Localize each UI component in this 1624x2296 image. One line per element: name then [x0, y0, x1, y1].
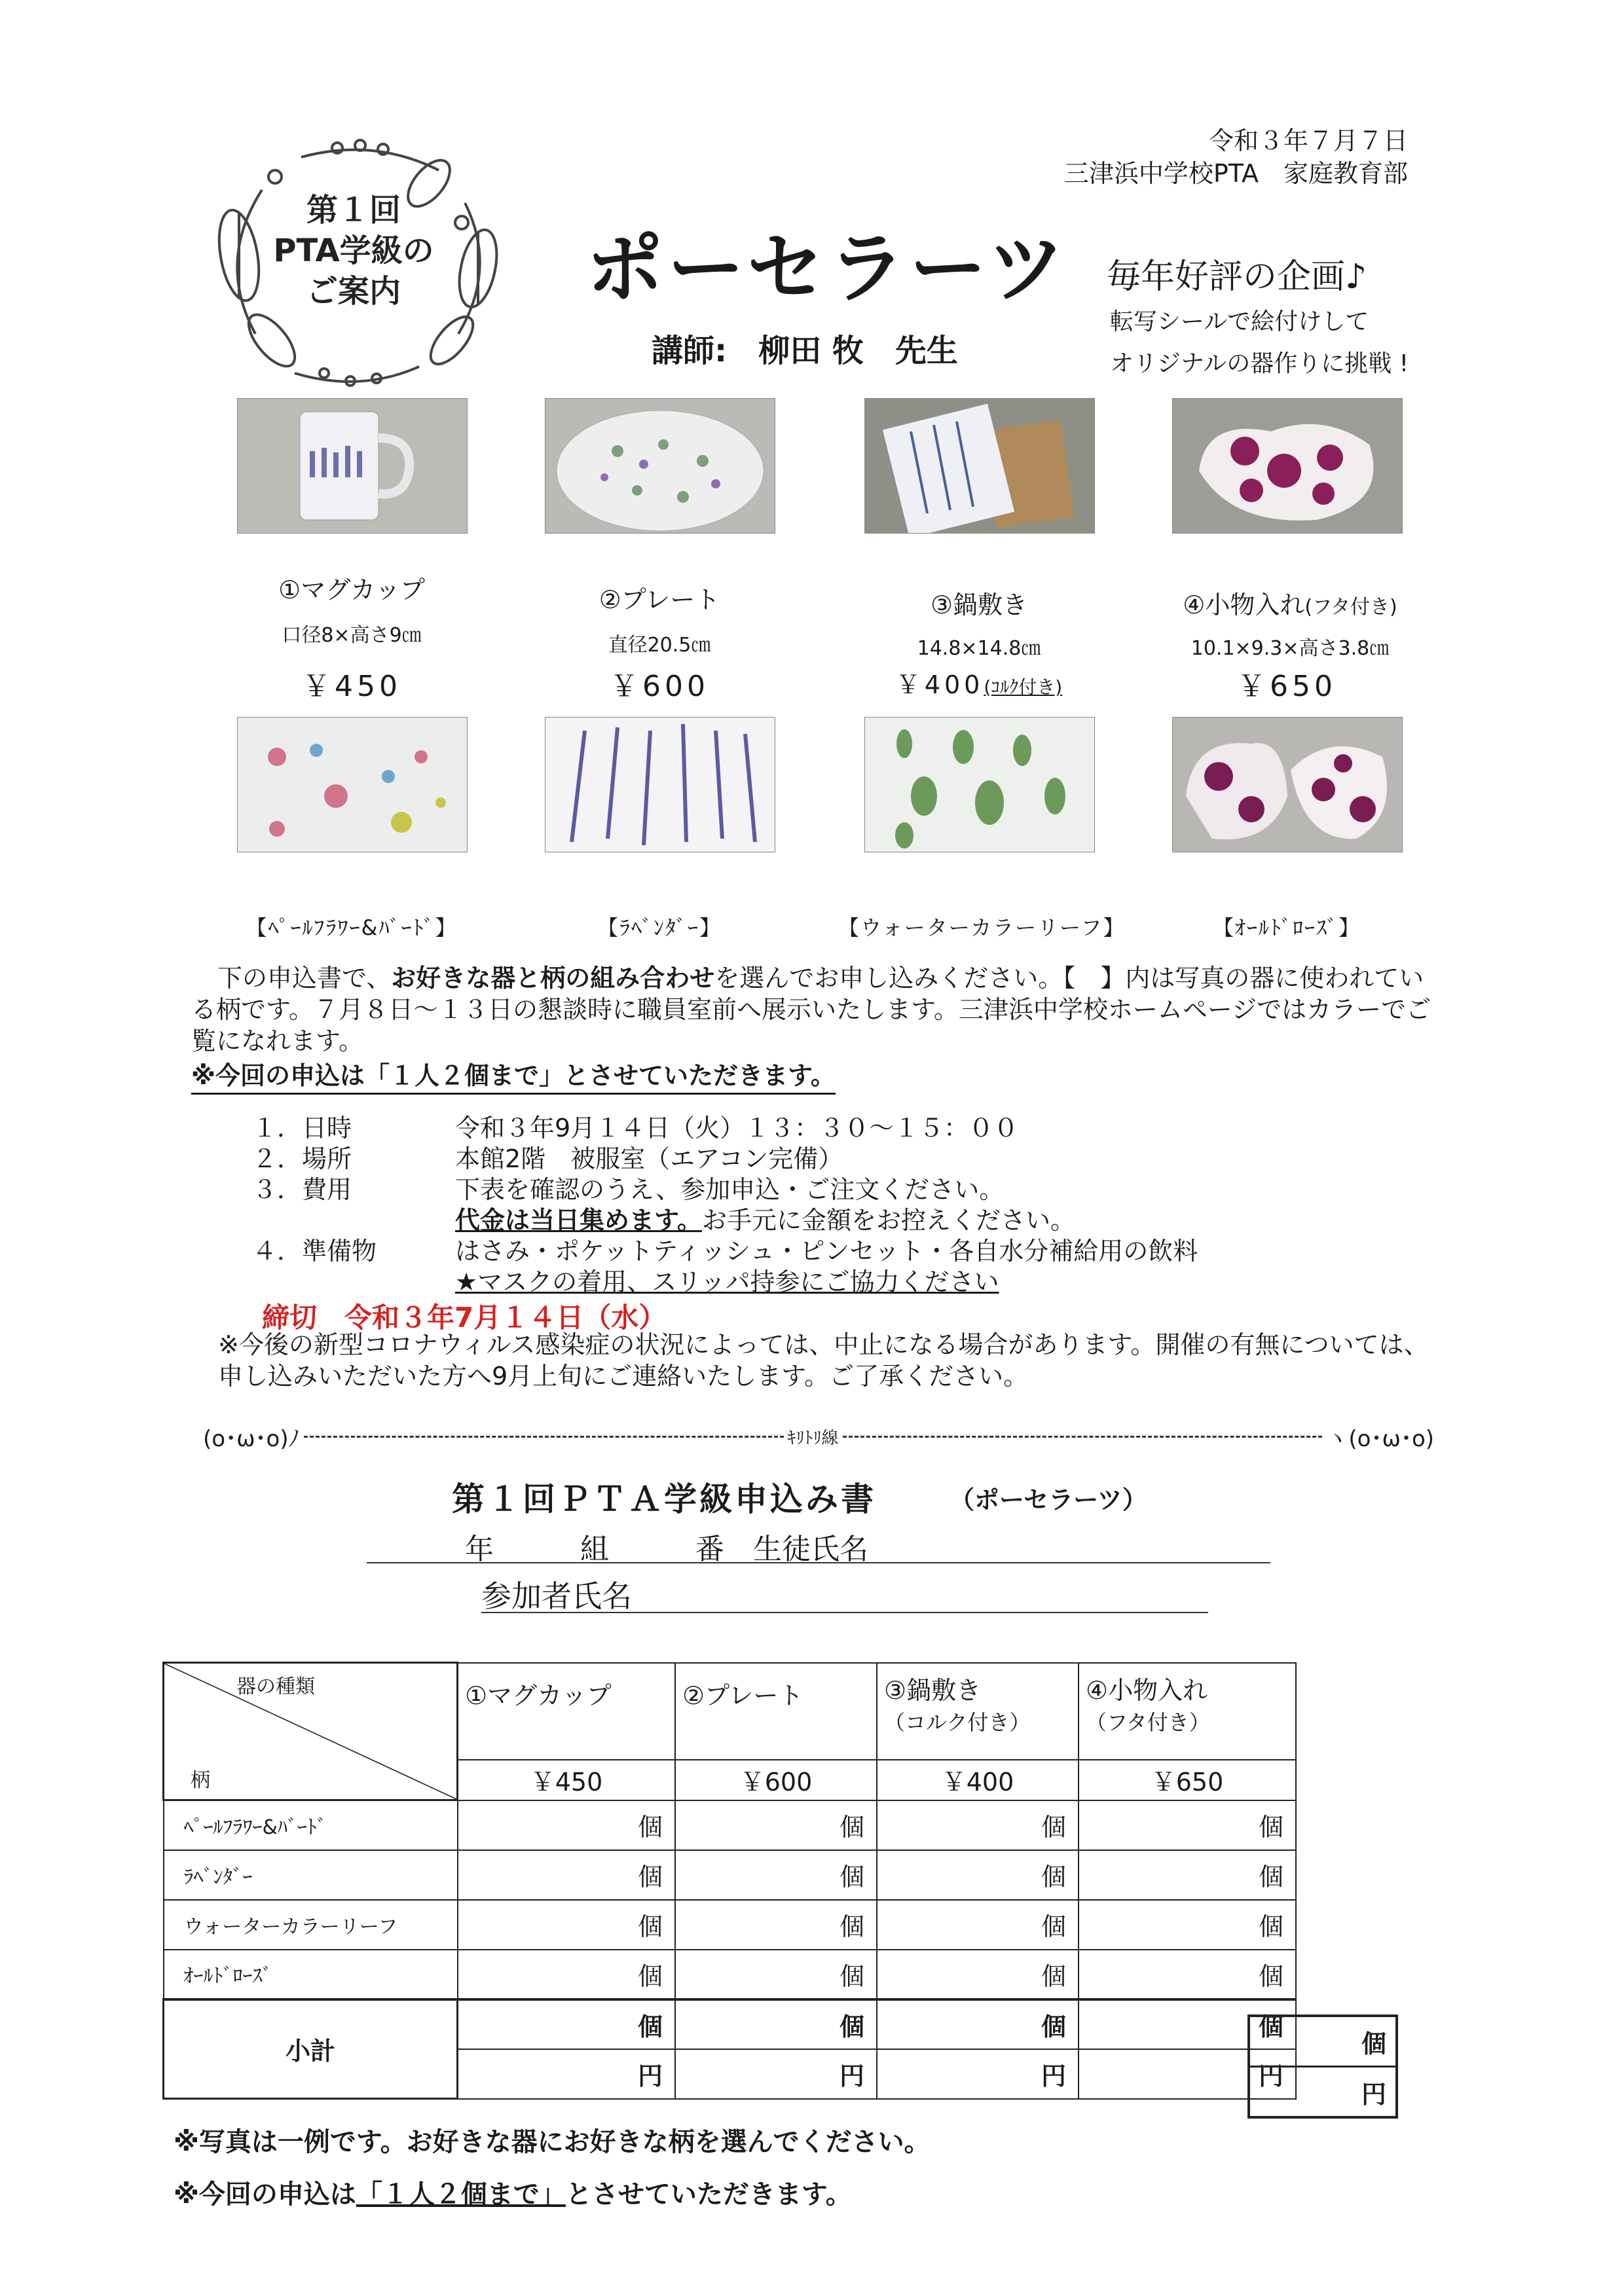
subtotal-yen-cell[interactable]: 円 — [458, 2049, 676, 2099]
detail-row — [252, 1175, 1198, 1205]
item-2-size: 直径20.5㎝ — [608, 634, 711, 657]
col-header-1 — [458, 1663, 676, 1760]
page-title: ポーセラーツ — [586, 223, 1069, 314]
col-header-4-name: ④小物入れ — [1086, 1675, 1208, 1705]
subtotal-count-row — [164, 1999, 1297, 2049]
badge-line-3: ご案内 — [306, 273, 401, 310]
event-details — [252, 1113, 1198, 1298]
qty-cell[interactable]: 個 — [458, 1800, 676, 1850]
box-photo — [1172, 398, 1403, 534]
col-header-4-note: （フタ付き） — [1086, 1709, 1210, 1735]
item-2-price: ￥600 — [610, 670, 709, 703]
tagline-sub-1: 転写シールで絵付けして — [1110, 308, 1369, 335]
intro-paragraph — [191, 962, 1442, 1057]
row-label: ウォーターカラーリーフ — [164, 1900, 458, 1950]
subtotal-yen-cell[interactable]: 円 — [675, 2049, 877, 2099]
qty-cell[interactable]: 個 — [458, 1900, 676, 1950]
item-3-price-wrap — [858, 665, 1100, 701]
subtotal-count-cell[interactable]: 個 — [877, 1999, 1079, 2049]
detail-value: はさみ・ポケットティッシュ・ピンセット・各自水分補給用の飲料 — [455, 1237, 1198, 1266]
item-3-price: ￥400 — [895, 670, 984, 699]
pattern-lavender-photo — [545, 717, 775, 852]
pattern-3-label: 【ウォーターカラーリーフ】 — [838, 915, 1126, 940]
plate-photo — [545, 398, 775, 534]
item-3-name: ③鍋敷き — [930, 591, 1028, 619]
price-cell: ￥600 — [675, 1760, 877, 1800]
qty-cell[interactable]: 個 — [1079, 1900, 1296, 1950]
form-title: 第１回ＰＴＡ学級申込み書 — [452, 1480, 876, 1518]
row-label: ﾍﾟｰﾙﾌﾗﾜｰ&ﾊﾞｰﾄﾞ — [164, 1800, 458, 1850]
qty-cell[interactable]: 個 — [1079, 1850, 1296, 1900]
item-3-size: 14.8×14.8㎝ — [917, 637, 1041, 660]
col-header-3-name: ③鍋敷き — [884, 1675, 982, 1705]
detail-row — [252, 1144, 1198, 1175]
subtotal-count-cell[interactable]: 個 — [458, 1999, 676, 2049]
event-badge — [259, 190, 449, 312]
table-row — [164, 1900, 1297, 1950]
qty-cell[interactable]: 個 — [675, 1800, 877, 1850]
mug-photo — [237, 398, 468, 534]
qty-cell[interactable]: 個 — [675, 1850, 877, 1900]
qty-cell[interactable]: 個 — [675, 1900, 877, 1950]
qty-cell[interactable]: 個 — [877, 1950, 1079, 1999]
subtotal-yen-cell[interactable]: 円 — [877, 2049, 1079, 2099]
intro-part-2: を選んでお申し込みください。【 】内は写真の器に使われている柄です。７月８日～１３日の懇談時に職員室前へ展示いたします。三津浜中学校ホームページではカラーでご覧になれます。 — [191, 964, 1431, 1055]
form-subtitle: （ポーセラーツ） — [950, 1485, 1147, 1514]
pattern-pale-flower-photo — [237, 717, 468, 852]
cut-line-right: ヽ(o･ω･o) — [1326, 1426, 1435, 1452]
col-header-4 — [1079, 1663, 1296, 1760]
footer-note-1: ※写真は一例です。お好きな器にお好きな柄を選んでください。 — [174, 2127, 931, 2157]
detail-key: ４．準備物 — [252, 1237, 377, 1266]
corner-top-label: 器の種類 — [236, 1675, 315, 1698]
deadline: 締切 令和３年7月１４日（水） — [262, 1302, 667, 1334]
qty-cell[interactable]: 個 — [1079, 1800, 1296, 1850]
footer-note-2 — [174, 2174, 852, 2211]
col-header-3-note: （コルク付き） — [884, 1709, 1031, 1735]
pattern-old-rose-photo — [1172, 717, 1403, 852]
col-header-2 — [675, 1663, 877, 1760]
participant-name-label: 参加者氏名 — [481, 1578, 632, 1614]
detail-row — [252, 1113, 1198, 1144]
payment-emphasis: 代金は当日集めます。 — [455, 1206, 702, 1235]
detail-row — [252, 1267, 1198, 1298]
price-cell: ￥650 — [1079, 1760, 1296, 1800]
cut-line — [203, 1421, 1434, 1453]
detail-key: ３．費用 — [252, 1175, 352, 1204]
item-1-name: ①マグカップ — [278, 575, 425, 604]
item-4-price: ￥650 — [1237, 670, 1337, 703]
payment-note: お手元に金額をお控えください。 — [701, 1206, 1075, 1235]
pattern-watercolor-leaf-photo — [864, 717, 1095, 852]
col-header-2-name: ②プレート — [682, 1681, 803, 1710]
item-4-name: ④小物入れ — [1183, 591, 1305, 619]
trivet-photo — [864, 398, 1095, 534]
dash-line — [304, 1436, 784, 1438]
col-header-3 — [877, 1663, 1079, 1760]
detail-key: ２．場所 — [252, 1144, 352, 1173]
pattern-2-label: 【ﾗﾍﾞﾝﾀﾞｰ】 — [597, 915, 722, 940]
row-label: ｵｰﾙﾄﾞﾛｰｽﾞ — [164, 1950, 458, 1999]
limit-notice: ※今回の申込は「１人２個まで」とさせていただきます。 — [191, 1055, 836, 1095]
price-cell: ￥400 — [877, 1760, 1079, 1800]
tagline-sub — [1110, 301, 1409, 385]
qty-cell[interactable]: 個 — [877, 1800, 1079, 1850]
item-4-name-note: (フタ付き) — [1304, 596, 1397, 619]
intro-part-1: 下の申込書で、 — [217, 964, 392, 993]
intro-emphasis: お好きな器と柄の組み合わせ — [391, 964, 715, 993]
pattern-4-label: 【ｵｰﾙﾄﾞﾛｰｽﾞ】 — [1212, 915, 1361, 940]
organization: 三津浜中学校PTA 家庭教育部 — [1063, 159, 1408, 188]
covid-caution: ※今後の新型コロナウィルス感染症の状況によっては、中止になる場合があります。開催の有無については、申し込みいただいた方へ9月上旬にご連絡いたします。ご了承ください。 — [218, 1330, 1429, 1391]
participant-name-field[interactable] — [481, 1573, 1208, 1613]
qty-cell[interactable]: 個 — [458, 1850, 676, 1900]
item-2-name: ②プレート — [599, 585, 720, 614]
header-block — [1064, 124, 1408, 190]
qty-cell[interactable]: 個 — [877, 1850, 1079, 1900]
student-name-label: 年 組 番 生徒氏名 — [465, 1533, 868, 1566]
item-4-size: 10.1×9.3×高さ3.8㎝ — [1190, 637, 1390, 660]
detail-row — [252, 1205, 1198, 1236]
col-header-1-name: ①マグカップ — [465, 1681, 612, 1710]
order-table — [162, 1662, 1297, 2100]
subtotal-count-cell[interactable]: 個 — [1079, 1999, 1296, 2049]
subtotal-label: 小計 — [164, 1999, 458, 2099]
item-3-price-note: (ｺﾙｸ付き) — [984, 676, 1063, 698]
badge-line-2: PTA学級の — [273, 232, 434, 269]
table-header-row — [164, 1663, 1297, 1760]
total-yen-cell[interactable]: 円 — [1249, 2067, 1397, 2118]
detail-value: 下表を確認のうえ、参加申込・ご注文ください。 — [455, 1175, 1005, 1204]
footer-note-2b: 「１人２個まで」 — [356, 2179, 566, 2210]
cut-line-label: ｷﾘﾄﾘ線 — [787, 1429, 839, 1448]
table-row — [164, 1800, 1297, 1850]
subtotal-yen-cell[interactable]: 円 — [1079, 2049, 1296, 2099]
detail-value: 令和３年9月１４日（火）１３：３０～１５：００ — [455, 1114, 1019, 1142]
row-label: ﾗﾍﾞﾝﾀﾞｰ — [164, 1850, 458, 1900]
detail-key — [252, 1267, 455, 1298]
pattern-1-label: 【ﾍﾟｰﾙﾌﾗﾜｰ&ﾊﾞｰﾄﾞ】 — [246, 915, 458, 940]
table-row — [164, 1850, 1297, 1900]
item-1-size: 口径8×高さ9㎝ — [282, 624, 422, 647]
qty-cell[interactable]: 個 — [675, 1950, 877, 1999]
student-name-field[interactable] — [367, 1525, 1270, 1566]
detail-value: ★マスクの着用、スリッパ持参にご協力ください — [455, 1267, 999, 1296]
badge-line-1: 第１回 — [306, 192, 401, 228]
instructor: 講師: 柳田 牧 先生 — [652, 333, 958, 369]
price-cell: ￥450 — [458, 1760, 676, 1800]
cut-line-left: (o･ω･o)ﾉ — [203, 1426, 300, 1452]
total-count-cell[interactable]: 個 — [1249, 2016, 1397, 2067]
detail-key — [252, 1205, 455, 1236]
tagline-sub-2: オリジナルの器作りに挑戦 ! — [1110, 350, 1409, 377]
corner-cell — [164, 1663, 458, 1800]
subtotal-count-cell[interactable]: 個 — [675, 1999, 877, 2049]
issue-date: 令和３年７月７日 — [1208, 126, 1408, 155]
detail-value: 本館2階 被服室（エアコン完備） — [455, 1144, 843, 1173]
footer-note-2a: ※今回の申込は — [174, 2179, 356, 2210]
corner-bottom-label: 柄 — [191, 1769, 210, 1792]
detail-key: １．日時 — [252, 1114, 352, 1142]
item-4-name-wrap — [1146, 585, 1434, 621]
detail-row — [252, 1236, 1198, 1267]
total-table — [1247, 2014, 1398, 2119]
qty-cell[interactable]: 個 — [877, 1900, 1079, 1950]
qty-cell[interactable]: 個 — [458, 1950, 676, 1999]
dash-line — [843, 1436, 1323, 1438]
item-1-price: ￥450 — [302, 670, 401, 703]
table-row — [164, 1950, 1297, 1999]
footer-note-2c: とさせていただきます。 — [565, 2179, 852, 2210]
qty-cell[interactable]: 個 — [1079, 1950, 1296, 1999]
tagline: 毎年好評の企画♪ — [1107, 257, 1367, 297]
